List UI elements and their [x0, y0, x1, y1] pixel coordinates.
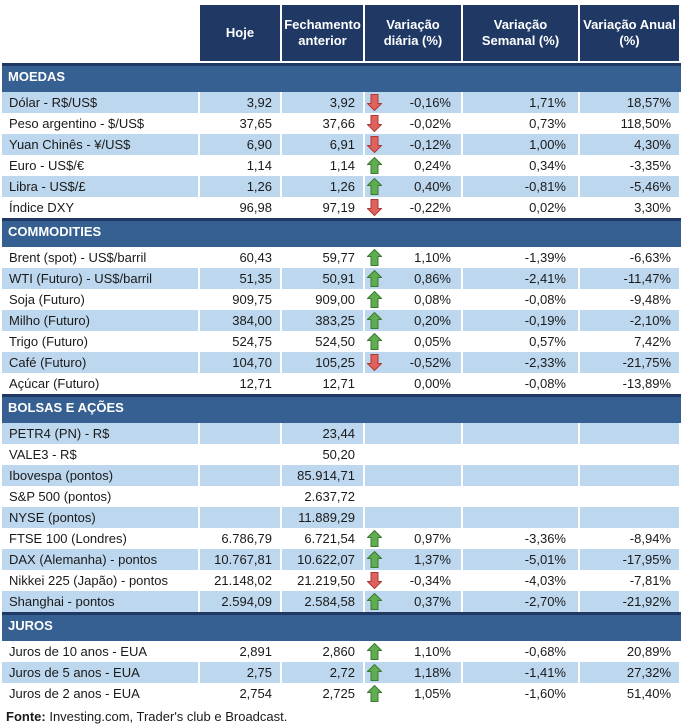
cell-hoje: [200, 465, 282, 486]
row-label: Índice DXY: [2, 197, 200, 218]
table-row-nikkei-225-japao-pontos: [2, 570, 681, 591]
cell-variacao-semanal: -1,41%: [463, 662, 580, 683]
row-label: NYSE (pontos): [2, 507, 200, 528]
cell-variacao-diaria-value: 0,97%: [414, 531, 451, 546]
cell-variacao-anual: [580, 444, 679, 465]
cell-variacao-semanal: -4,03%: [463, 570, 580, 591]
cell-variacao-anual: -7,81%: [580, 570, 679, 591]
table-row-indice-dxy: [2, 197, 681, 218]
cell-fechamento-anterior: 85.914,71: [282, 465, 365, 486]
cell-variacao-diaria: [365, 549, 463, 570]
trend-up-icon: [365, 530, 383, 547]
cell-fechamento-anterior: 1,26: [282, 176, 365, 197]
trend-down-icon: [365, 572, 383, 589]
cell-hoje: 2,891: [200, 641, 282, 662]
table-row-ibovespa-pontos: [2, 465, 681, 486]
trend-up-icon: [365, 593, 383, 610]
source-text: Investing.com, Trader's club e Broadcast.: [45, 709, 288, 724]
cell-hoje: 1,14: [200, 155, 282, 176]
cell-variacao-diaria: [365, 92, 463, 113]
table-row-shanghai-pontos: [2, 591, 681, 612]
row-label: Juros de 10 anos - EUA: [2, 641, 200, 662]
table-header: [2, 5, 681, 61]
cell-fechamento-anterior: 2,860: [282, 641, 365, 662]
cell-variacao-diaria: [365, 268, 463, 289]
cell-fechamento-anterior: 11.889,29: [282, 507, 365, 528]
cell-variacao-anual: -9,48%: [580, 289, 679, 310]
col-header-variacao-diaria: Variação diária (%): [365, 5, 463, 61]
cell-variacao-anual: 3,30%: [580, 197, 679, 218]
cell-variacao-diaria: [365, 134, 463, 155]
cell-variacao-diaria-value: -0,22%: [409, 200, 451, 215]
cell-variacao-diaria-value: 1,05%: [414, 686, 451, 701]
table-row-cafe-futuro: [2, 352, 681, 373]
row-label: S&P 500 (pontos): [2, 486, 200, 507]
row-label: Peso argentino - $/US$: [2, 113, 200, 134]
cell-hoje: 524,75: [200, 331, 282, 352]
table-row-soja-futuro: [2, 289, 681, 310]
cell-fechamento-anterior: 105,25: [282, 352, 365, 373]
trend-up-icon: [365, 291, 383, 308]
table-row-dax-alemanha-pontos: [2, 549, 681, 570]
cell-variacao-diaria-value: -0,34%: [409, 573, 451, 588]
cell-variacao-diaria: [365, 247, 463, 268]
cell-variacao-diaria: [365, 486, 463, 507]
cell-hoje: 10.767,81: [200, 549, 282, 570]
cell-variacao-semanal: -1,60%: [463, 683, 580, 704]
table-row-libra-us: [2, 176, 681, 197]
row-label: Açúcar (Futuro): [2, 373, 200, 394]
cell-hoje: [200, 423, 282, 444]
cell-variacao-anual: -17,95%: [580, 549, 679, 570]
source-label: Fonte:: [6, 709, 46, 724]
cell-variacao-anual: -21,92%: [580, 591, 679, 612]
cell-hoje: 2,75: [200, 662, 282, 683]
table-row-trigo-futuro: [2, 331, 681, 352]
cell-fechamento-anterior: 23,44: [282, 423, 365, 444]
cell-fechamento-anterior: 59,77: [282, 247, 365, 268]
cell-hoje: 60,43: [200, 247, 282, 268]
cell-variacao-diaria: [365, 113, 463, 134]
cell-variacao-semanal: [463, 486, 580, 507]
table-row-vale3-r: [2, 444, 681, 465]
cell-variacao-semanal: 1,00%: [463, 134, 580, 155]
cell-fechamento-anterior: 97,19: [282, 197, 365, 218]
cell-variacao-diaria-value: 0,20%: [414, 313, 451, 328]
cell-variacao-semanal: -5,01%: [463, 549, 580, 570]
row-label: Brent (spot) - US$/barril: [2, 247, 200, 268]
row-label: Juros de 5 anos - EUA: [2, 662, 200, 683]
row-label: Soja (Futuro): [2, 289, 200, 310]
cell-variacao-anual: 7,42%: [580, 331, 679, 352]
table-row-nyse-pontos: [2, 507, 681, 528]
cell-variacao-diaria-value: 1,37%: [414, 552, 451, 567]
row-label: Café (Futuro): [2, 352, 200, 373]
cell-variacao-anual: -6,63%: [580, 247, 679, 268]
cell-hoje: [200, 486, 282, 507]
row-label: Euro - US$/€: [2, 155, 200, 176]
cell-hoje: 96,98: [200, 197, 282, 218]
cell-variacao-diaria: [365, 289, 463, 310]
section-header-juros: JUROS: [2, 612, 681, 641]
cell-hoje: 21.148,02: [200, 570, 282, 591]
table-row-dolar-r-us: [2, 92, 681, 113]
cell-variacao-diaria-value: -0,12%: [409, 137, 451, 152]
cell-variacao-diaria-value: 0,86%: [414, 271, 451, 286]
cell-variacao-anual: -2,10%: [580, 310, 679, 331]
cell-variacao-anual: [580, 486, 679, 507]
cell-variacao-anual: 4,30%: [580, 134, 679, 155]
table-row-juros-de-5-anos-eua: [2, 662, 681, 683]
cell-variacao-diaria-value: 0,40%: [414, 179, 451, 194]
cell-variacao-semanal: 0,57%: [463, 331, 580, 352]
section-header-bolsas-e-acoes: BOLSAS E AÇÕES: [2, 394, 681, 423]
trend-down-icon: [365, 199, 383, 216]
row-label: PETR4 (PN) - R$: [2, 423, 200, 444]
trend-up-icon: [365, 249, 383, 266]
row-label: Juros de 2 anos - EUA: [2, 683, 200, 704]
table-row-petr4-pn-r: [2, 423, 681, 444]
cell-variacao-semanal: 1,71%: [463, 92, 580, 113]
cell-variacao-anual: -21,75%: [580, 352, 679, 373]
cell-variacao-anual: [580, 423, 679, 444]
cell-fechamento-anterior: 37,66: [282, 113, 365, 134]
cell-variacao-semanal: -2,41%: [463, 268, 580, 289]
cell-variacao-semanal: -3,36%: [463, 528, 580, 549]
cell-fechamento-anterior: 1,14: [282, 155, 365, 176]
cell-fechamento-anterior: 50,20: [282, 444, 365, 465]
cell-fechamento-anterior: 909,00: [282, 289, 365, 310]
cell-hoje: 104,70: [200, 352, 282, 373]
cell-variacao-anual: -3,35%: [580, 155, 679, 176]
cell-variacao-diaria: [365, 507, 463, 528]
cell-variacao-diaria: [365, 176, 463, 197]
cell-variacao-anual: 18,57%: [580, 92, 679, 113]
cell-fechamento-anterior: 2.584,58: [282, 591, 365, 612]
cell-variacao-semanal: 0,34%: [463, 155, 580, 176]
cell-variacao-diaria-value: 0,24%: [414, 158, 451, 173]
trend-up-icon: [365, 157, 383, 174]
cell-fechamento-anterior: 2,725: [282, 683, 365, 704]
table-row-milho-futuro: [2, 310, 681, 331]
cell-variacao-semanal: [463, 423, 580, 444]
trend-up-icon: [365, 333, 383, 350]
col-header-variacao-semanal: Variação Semanal (%): [463, 5, 580, 61]
col-header-fechamento: Fechamento anterior: [282, 5, 365, 61]
cell-hoje: 37,65: [200, 113, 282, 134]
cell-variacao-anual: [580, 465, 679, 486]
section-header-moedas: MOEDAS: [2, 63, 681, 92]
cell-variacao-diaria: [365, 444, 463, 465]
cell-variacao-anual: -11,47%: [580, 268, 679, 289]
row-label: Shanghai - pontos: [2, 591, 200, 612]
cell-variacao-diaria-value: -0,02%: [409, 116, 451, 131]
cell-variacao-semanal: -2,33%: [463, 352, 580, 373]
trend-up-icon: [365, 685, 383, 702]
cell-variacao-anual: [580, 507, 679, 528]
cell-hoje: [200, 507, 282, 528]
table-row-wti-futuro-us-barril: [2, 268, 681, 289]
cell-variacao-diaria-value: 1,10%: [414, 644, 451, 659]
cell-variacao-diaria-value: -0,16%: [409, 95, 451, 110]
cell-hoje: 6.786,79: [200, 528, 282, 549]
row-label: FTSE 100 (Londres): [2, 528, 200, 549]
cell-variacao-anual: -5,46%: [580, 176, 679, 197]
cell-hoje: 2.594,09: [200, 591, 282, 612]
cell-variacao-semanal: 0,02%: [463, 197, 580, 218]
trend-up-icon: [365, 312, 383, 329]
cell-fechamento-anterior: 10.622,07: [282, 549, 365, 570]
cell-variacao-anual: 27,32%: [580, 662, 679, 683]
section-header-commodities: COMMODITIES: [2, 218, 681, 247]
cell-hoje: 51,35: [200, 268, 282, 289]
row-label: Nikkei 225 (Japão) - pontos: [2, 570, 200, 591]
cell-hoje: 3,92: [200, 92, 282, 113]
col-header-hoje: Hoje: [200, 5, 282, 61]
table-row-euro-us: [2, 155, 681, 176]
cell-fechamento-anterior: 50,91: [282, 268, 365, 289]
cell-variacao-diaria-value: 1,10%: [414, 250, 451, 265]
cell-variacao-semanal: -0,19%: [463, 310, 580, 331]
trend-up-icon: [365, 270, 383, 287]
table-row-acucar-futuro: [2, 373, 681, 394]
cell-variacao-diaria-value: 0,05%: [414, 334, 451, 349]
cell-variacao-anual: 51,40%: [580, 683, 679, 704]
cell-fechamento-anterior: 12,71: [282, 373, 365, 394]
cell-variacao-diaria: [365, 683, 463, 704]
cell-variacao-semanal: [463, 465, 580, 486]
cell-variacao-semanal: -0,68%: [463, 641, 580, 662]
cell-variacao-diaria-value: 1,18%: [414, 665, 451, 680]
cell-variacao-diaria: [365, 197, 463, 218]
trend-down-icon: [365, 136, 383, 153]
cell-variacao-semanal: -0,81%: [463, 176, 580, 197]
cell-fechamento-anterior: 383,25: [282, 310, 365, 331]
table-row-brent-spot-us-barril: [2, 247, 681, 268]
trend-down-icon: [365, 115, 383, 132]
cell-variacao-diaria: [365, 528, 463, 549]
trend-down-icon: [365, 94, 383, 111]
cell-variacao-diaria-value: -0,52%: [409, 355, 451, 370]
cell-variacao-semanal: -0,08%: [463, 373, 580, 394]
cell-hoje: 1,26: [200, 176, 282, 197]
row-label: Libra - US$/£: [2, 176, 200, 197]
cell-hoje: 12,71: [200, 373, 282, 394]
trend-up-icon: [365, 643, 383, 660]
table-row-yuan-chines-us: [2, 134, 681, 155]
cell-variacao-semanal: [463, 444, 580, 465]
cell-variacao-diaria: [365, 331, 463, 352]
cell-variacao-diaria: [365, 570, 463, 591]
row-label: VALE3 - R$: [2, 444, 200, 465]
cell-variacao-anual: 118,50%: [580, 113, 679, 134]
row-label: Yuan Chinês - ¥/US$: [2, 134, 200, 155]
cell-fechamento-anterior: 21.219,50: [282, 570, 365, 591]
cell-variacao-diaria-value: 0,37%: [414, 594, 451, 609]
cell-variacao-diaria: [365, 465, 463, 486]
cell-variacao-diaria: [365, 662, 463, 683]
cell-variacao-diaria: [365, 155, 463, 176]
cell-fechamento-anterior: 6.721,54: [282, 528, 365, 549]
cell-hoje: 2,754: [200, 683, 282, 704]
cell-variacao-semanal: [463, 507, 580, 528]
cell-fechamento-anterior: 3,92: [282, 92, 365, 113]
cell-fechamento-anterior: 524,50: [282, 331, 365, 352]
cell-variacao-anual: -8,94%: [580, 528, 679, 549]
cell-variacao-anual: 20,89%: [580, 641, 679, 662]
cell-fechamento-anterior: 2,72: [282, 662, 365, 683]
cell-variacao-anual: -13,89%: [580, 373, 679, 394]
cell-hoje: 384,00: [200, 310, 282, 331]
row-label: WTI (Futuro) - US$/barril: [2, 268, 200, 289]
cell-variacao-semanal: -2,70%: [463, 591, 580, 612]
cell-variacao-semanal: -0,08%: [463, 289, 580, 310]
cell-variacao-diaria: [365, 373, 463, 394]
table-row-s-p-500-pontos: [2, 486, 681, 507]
header-corner: [2, 5, 200, 61]
cell-variacao-diaria-value: 0,08%: [414, 292, 451, 307]
row-label: DAX (Alemanha) - pontos: [2, 549, 200, 570]
cell-variacao-diaria-value: 0,00%: [414, 376, 451, 391]
source-note: [2, 704, 681, 724]
cell-hoje: 6,90: [200, 134, 282, 155]
row-label: Milho (Futuro): [2, 310, 200, 331]
row-label: Trigo (Futuro): [2, 331, 200, 352]
cell-variacao-diaria: [365, 591, 463, 612]
trend-down-icon: [365, 354, 383, 371]
cell-hoje: 909,75: [200, 289, 282, 310]
table-row-peso-argentino-us: [2, 113, 681, 134]
cell-fechamento-anterior: 2.637,72: [282, 486, 365, 507]
table-body: [2, 63, 681, 704]
table-row-juros-de-2-anos-eua: [2, 683, 681, 704]
col-header-variacao-anual: Variação Anual (%): [580, 5, 679, 61]
cell-variacao-diaria: [365, 423, 463, 444]
cell-variacao-diaria: [365, 352, 463, 373]
cell-variacao-diaria: [365, 310, 463, 331]
trend-up-icon: [365, 551, 383, 568]
table-row-ftse-100-londres: [2, 528, 681, 549]
cell-fechamento-anterior: 6,91: [282, 134, 365, 155]
cell-variacao-semanal: -1,39%: [463, 247, 580, 268]
table-row-juros-de-10-anos-eua: [2, 641, 681, 662]
row-label: Dólar - R$/US$: [2, 92, 200, 113]
trend-up-icon: [365, 178, 383, 195]
row-label: Ibovespa (pontos): [2, 465, 200, 486]
trend-up-icon: [365, 664, 383, 681]
cell-variacao-diaria: [365, 641, 463, 662]
cell-hoje: [200, 444, 282, 465]
cell-variacao-semanal: 0,73%: [463, 113, 580, 134]
